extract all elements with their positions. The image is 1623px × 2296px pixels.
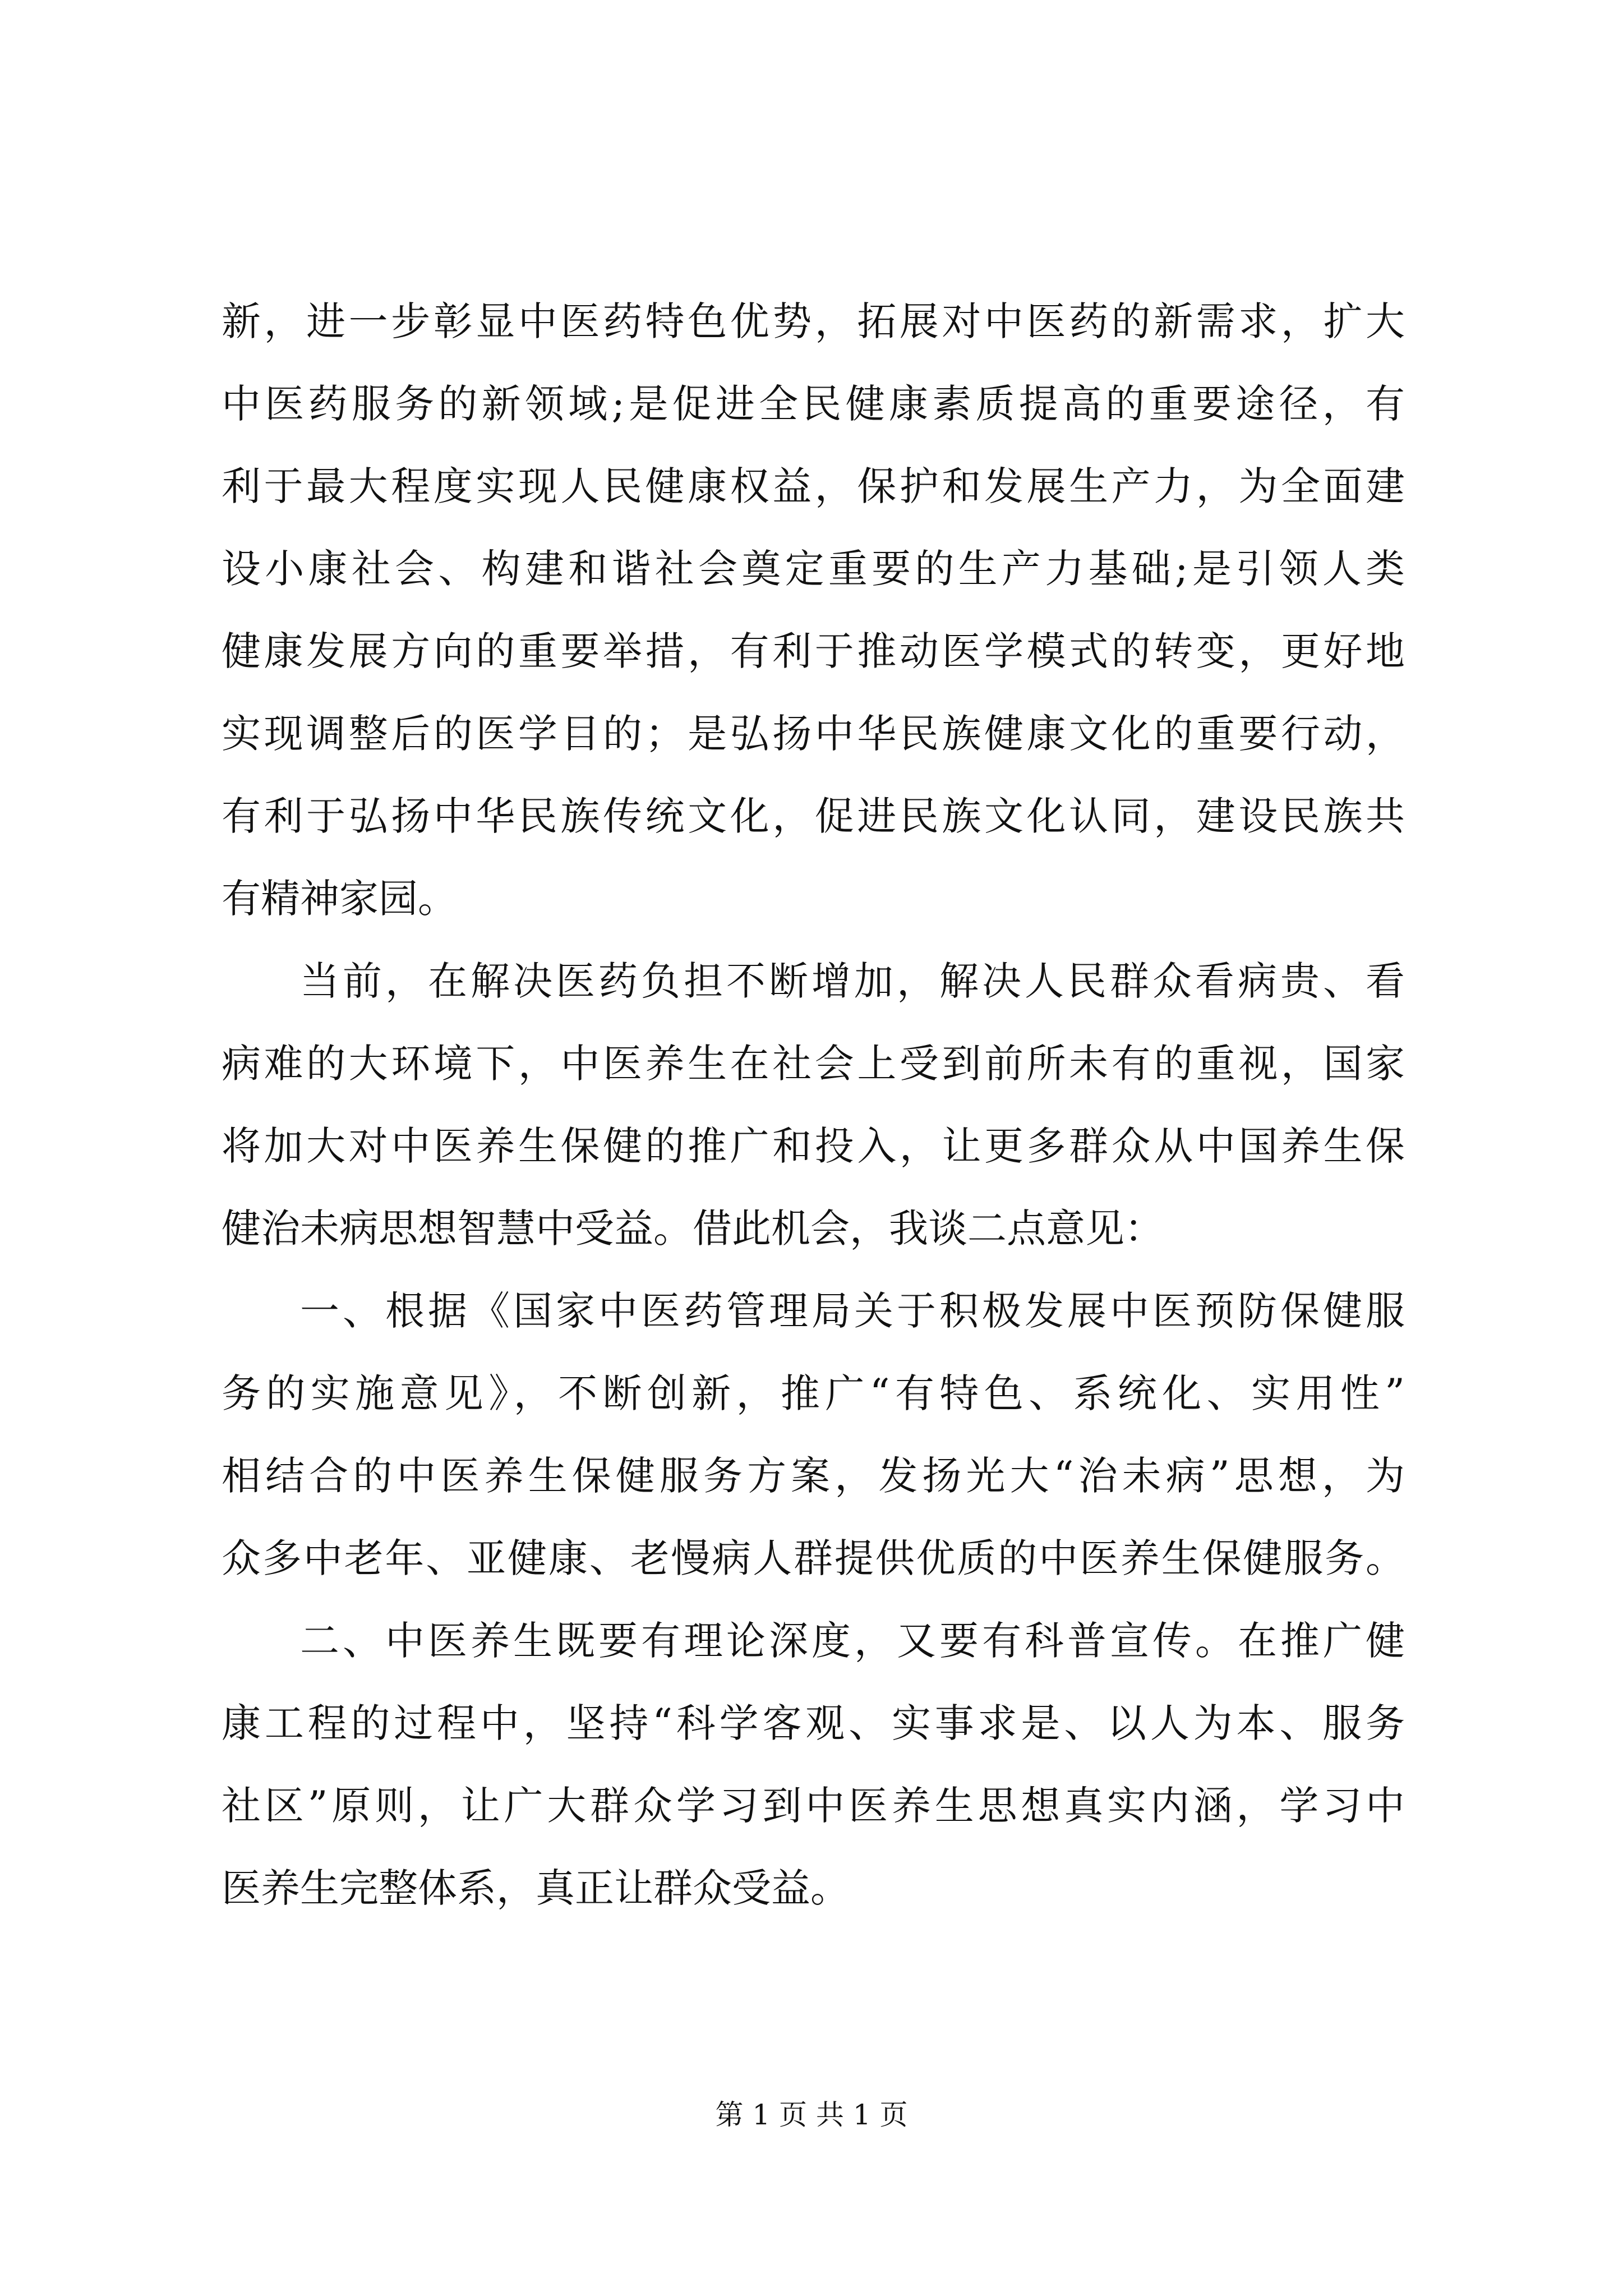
text-line: 健治未病思想智慧中受益。借此机会，我谈二点意见： [222, 1205, 1164, 1251]
text-line: 务的实施意见》，不断创新，推广“有特色、系统化、实用性” [222, 1370, 1405, 1416]
text-line: 健康发展方向的重要举措，有利于推动医学模式的转变，更好地 [222, 628, 1405, 674]
text-line: 康工程的过程中，坚持“科学客观、实事求是、以人为本、服务 [222, 1700, 1405, 1746]
paragraph-first-line: 当前，在解决医药负担不断增加，解决人民群众看病贵、看 [300, 958, 1405, 1004]
page-footer: 第 1 页 共 1 页 [715, 2099, 908, 2131]
text-line: 将加大对中医养生保健的推广和投入，让更多群众从中国养生保 [222, 1123, 1405, 1169]
text-line: 有利于弘扬中华民族传统文化，促进民族文化认同，建设民族共 [222, 793, 1405, 839]
text-line: 相结合的中医养生保健服务方案，发扬光大“治未病”思想，为 [222, 1453, 1405, 1499]
paragraph-first-line: 二、中医养生既要有理论深度，又要有科普宣传。在推广健 [300, 1618, 1405, 1664]
text-line: 中医药服务的新领域;是促进全民健康素质提高的重要途径，有 [222, 381, 1405, 427]
paragraph-first-line: 一、根据《国家中医药管理局关于积极发展中医预防保健服 [300, 1288, 1405, 1334]
text-line: 社区”原则，让广大群众学习到中医养生思想真实内涵，学习中 [222, 1783, 1405, 1829]
text-line: 医养生完整体系，真正让群众受益。 [222, 1865, 850, 1911]
text-line: 设小康社会、构建和谐社会奠定重要的生产力基础;是引领人类 [222, 546, 1405, 592]
text-line: 新，进一步彰显中医药特色优势，拓展对中医药的新需求，扩大 [222, 298, 1405, 344]
text-line: 利于最大程度实现人民健康权益，保护和发展生产力，为全面建 [222, 463, 1405, 509]
text-line: 众多中老年、亚健康、老慢病人群提供优质的中医养生保健服务。 [222, 1535, 1405, 1581]
text-line: 有精神家园。 [222, 876, 457, 922]
document-body [222, 280, 1405, 1930]
text-line: 实现调整后的医学目的；是弘扬中华民族健康文化的重要行动， [222, 711, 1405, 757]
text-line: 病难的大环境下，中医养生在社会上受到前所未有的重视，国家 [222, 1041, 1405, 1087]
